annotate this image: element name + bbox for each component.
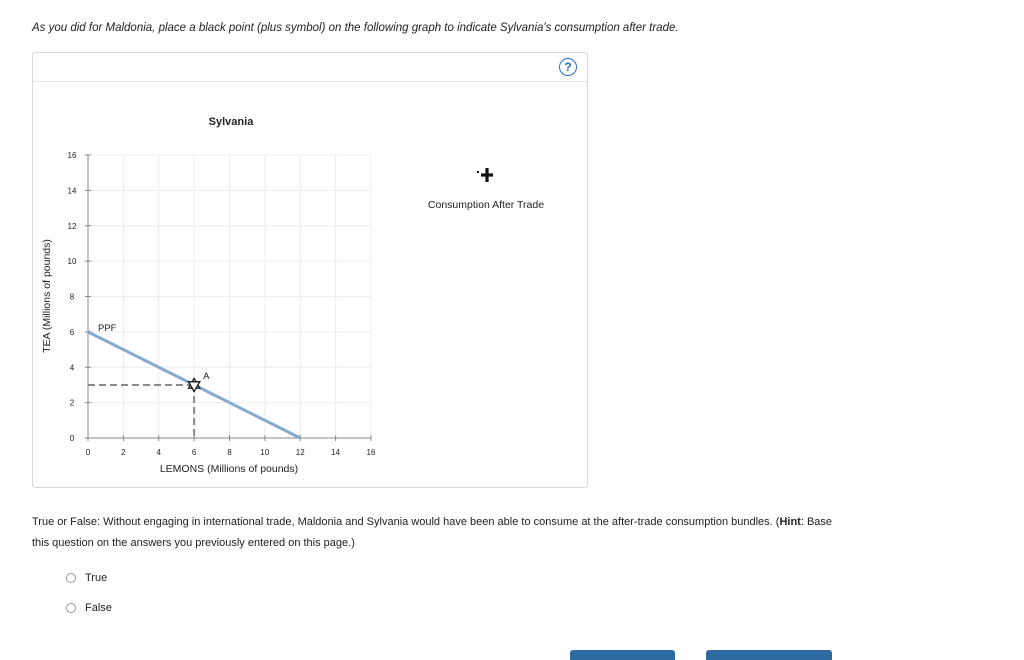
consumption-after-trade-tool[interactable] [428, 168, 544, 211]
chart-title: Sylvania [208, 116, 254, 128]
primary-button[interactable] [570, 650, 675, 660]
x-tick-label: 12 [295, 448, 305, 457]
y-tick-label: 0 [69, 434, 75, 443]
sylvania-graph[interactable] [33, 53, 589, 489]
option-true-label: True [85, 572, 108, 584]
plus-icon[interactable] [477, 168, 493, 182]
y-tick-label: 16 [67, 151, 77, 160]
guides [88, 385, 194, 438]
x-axis-label: LEMONS (Millions of pounds) [159, 463, 299, 475]
points [189, 371, 211, 392]
x-tick-label: 6 [191, 448, 197, 457]
x-tick-label: 10 [260, 448, 270, 457]
x-tick-label: 16 [366, 448, 376, 457]
help-button[interactable]: ? [559, 58, 577, 76]
x-tick-label: 0 [85, 448, 91, 457]
option-false-label: False [85, 602, 112, 614]
x-tick-label: 4 [156, 448, 161, 457]
question-text [32, 512, 832, 554]
y-tick-label: 14 [67, 186, 77, 196]
hint-label: Hint [779, 516, 801, 528]
point-a-label: A [203, 370, 210, 382]
legend-label: Consumption After Trade [427, 199, 545, 211]
radio-false[interactable] [66, 603, 76, 613]
question-body: True or False: Without engaging in international trade, Maldonia and Sylvania would have been able to consume at the after-trade consumption bundles. ( [32, 516, 780, 528]
option-true[interactable] [66, 572, 107, 584]
y-axis-label: TEA (Millions of pounds) [41, 239, 53, 353]
y-tick-label: 12 [67, 221, 77, 231]
question-hint: : Base this question on the answers you previously entered on this page.) [32, 516, 833, 549]
x-tick-label: 2 [121, 448, 126, 457]
secondary-button[interactable] [706, 650, 832, 660]
y-tick-label: 2 [69, 398, 75, 408]
grid [88, 155, 371, 438]
instruction-text: As you did for Maldonia, place a black point (plus symbol) on the following graph to indicate Sylvania's consumption after trade. [32, 22, 679, 34]
ppf-label: PPF [98, 322, 117, 334]
y-tick-label: 8 [69, 292, 75, 302]
y-tick-label: 4 [69, 363, 75, 373]
axes [68, 151, 376, 457]
option-false[interactable] [66, 602, 112, 614]
x-tick-label: 14 [331, 448, 341, 457]
y-tick-label: 10 [67, 257, 77, 267]
graph-panel [32, 52, 588, 488]
y-tick-label: 6 [69, 327, 75, 337]
radio-true[interactable] [66, 573, 76, 583]
x-tick-label: 8 [227, 448, 232, 457]
